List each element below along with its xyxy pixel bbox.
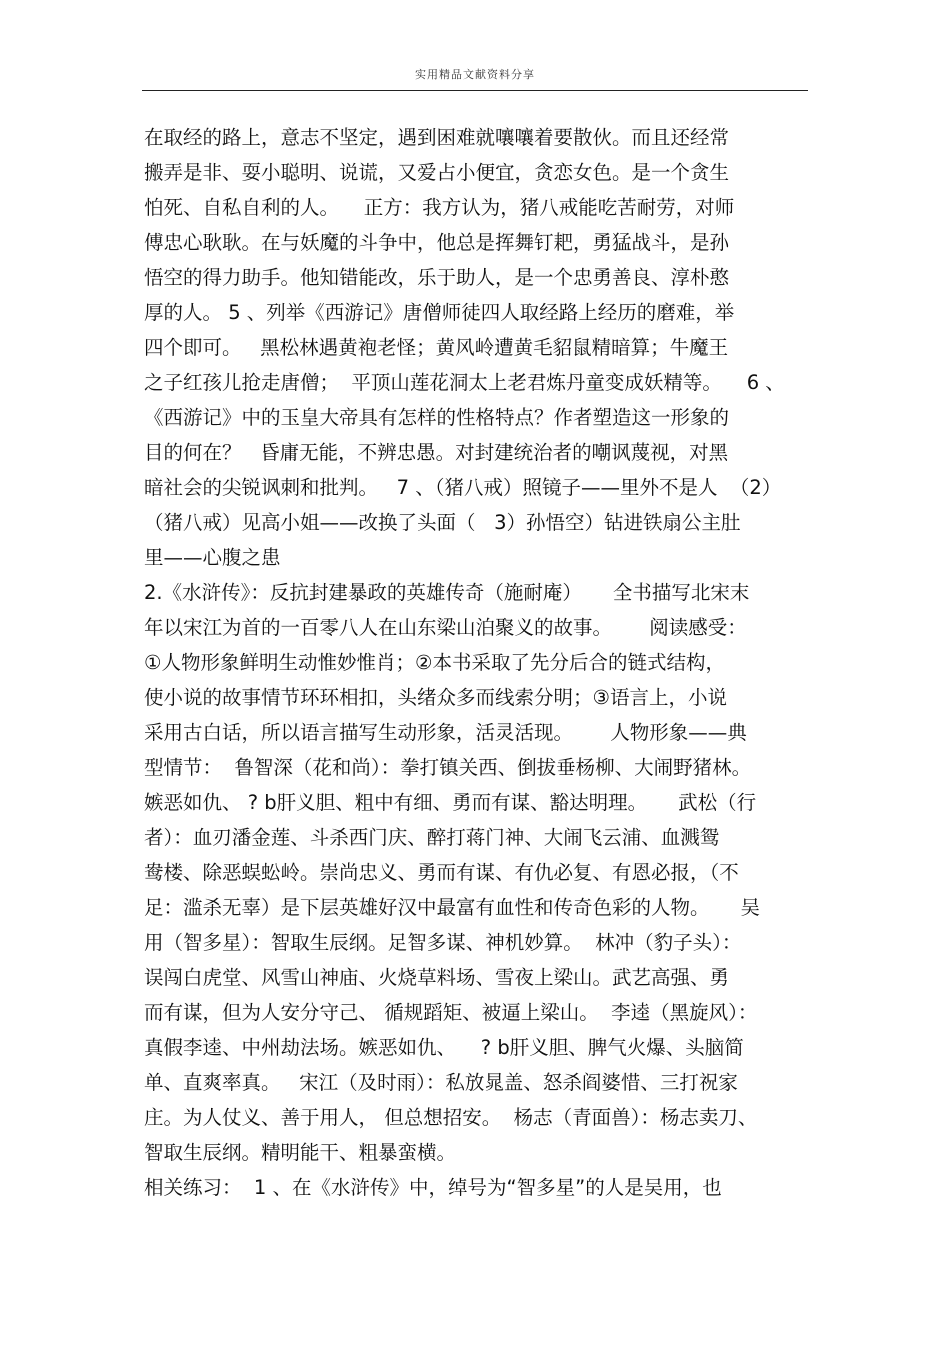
text-line: 足：滥杀无辜）是下层英雄好汉中最富有血性和传奇色彩的人物。 吴 — [144, 896, 760, 919]
text-line: 者）：血刃潘金莲、斗杀西门庆、醉打蒋门神、大闹飞云浦、血溅鸳 — [144, 826, 720, 849]
header-divider — [142, 90, 808, 91]
text-line: ①人物形象鲜明生动惟妙惟肖；②本书采取了先分后合的链式结构， — [144, 651, 725, 674]
text-line: 目的何在？ 昏庸无能，不辨忠愚。对封建统治者的嘲讽蔑视，对黑 — [144, 441, 729, 464]
text-line: 用（智多星）：智取生辰纲。足智多谋、神机妙算。 林冲（豹子头）： — [144, 931, 742, 954]
text-line: 型情节： 鲁智深（花和尚）：拳打镇关西、倒拔垂杨柳、大闹野猪林。 — [144, 756, 752, 779]
text-line: 嫉恶如仇、 ? b肝义胆、粗中有细、勇而有谋、豁达明理。 武松（行 — [144, 791, 757, 814]
text-line: 四个即可。 黑松林遇黄袍老怪；黄风岭遭黄毛貂鼠精暗算；牛魔王 — [144, 336, 729, 359]
text-line: 《西游记》中的玉皇大帝具有怎样的性格特点？作者塑造这一形象的 — [144, 406, 730, 429]
document-body — [144, 120, 814, 1205]
text-line: 单、直爽率真。 宋江（及时雨）：私放晁盖、怒杀阎婆惜、三打祝家 — [144, 1071, 738, 1094]
text-line: 庄。为人仗义、善于用人， 但总想招安。 杨志（青面兽）：杨志卖刀、 — [144, 1106, 758, 1129]
text-line: 相关练习： 1 、在《水浒传》中，绰号为“智多星”的人是吴用，也 — [144, 1176, 722, 1199]
text-line: 怕死、自私自利的人。 正方：我方认为，猪八戒能吃苦耐劳，对师 — [144, 196, 735, 219]
text-line: 真假李逵、中州劫法场。嫉恶如仇、 ? b肝义胆、脾气火爆、头脑简 — [144, 1036, 744, 1059]
text-line: 误闯白虎堂、风雪山神庙、火烧草料场、雪夜上梁山。武艺高强、勇 — [144, 966, 730, 989]
text-line: 搬弄是非、耍小聪明、说谎，又爱占小便宜，贪恋女色。是一个贪生 — [144, 161, 730, 184]
text-line: 暗社会的尖锐讽刺和批判。 7 、（猪八戒）照镜子——里外不是人 （2） — [144, 476, 782, 499]
text-line: 而有谋，但为人安分守己、 循规蹈矩、被逼上梁山。 李逵（黑旋风）： — [144, 1001, 758, 1024]
text-line: 里——心腹之患 — [144, 546, 281, 569]
text-line: 鸯楼、除恶蜈蚣岭。崇尚忠义、勇而有谋、有仇必复、有恩必报，（不 — [144, 861, 739, 884]
text-line: 悟空的得力助手。他知错能改，乐于助人，是一个忠勇善良、淳朴憨 — [144, 266, 730, 289]
text-line: （猪八戒）见高小姐——改换了头面（ 3）孙悟空）钻进铁扇公主肚 — [144, 511, 741, 534]
text-line: 智取生辰纲。精明能干、粗暴蛮横。 — [144, 1141, 457, 1164]
text-line: 年以宋江为首的一百零八人在山东梁山泊聚义的故事。 阅读感受： — [144, 616, 747, 639]
page-header: 实用精品文献资料分享 — [415, 68, 535, 81]
text-line: 采用古白话，所以语言描写生动形象，活灵活现。 人物形象——典 — [144, 721, 747, 744]
text-line: 厚的人。 5 、列举《西游记》唐僧师徒四人取经路上经历的磨难，举 — [144, 301, 735, 324]
text-line: 傅忠心耿耿。在与妖魔的斗争中，他总是挥舞钉耙，勇猛战斗，是孙 — [144, 231, 730, 254]
text-line: 之子红孩儿抢走唐僧； 平顶山莲花洞太上老君炼丹童变成妖精等。 6 、 — [144, 371, 785, 394]
text-line: 使小说的故事情节环环相扣，头绪众多而线索分明；③语言上，小说 — [144, 686, 727, 709]
text-line: 在取经的路上，意志不坚定，遇到困难就嚷嚷着要散伙。而且还经常 — [144, 126, 730, 149]
text-line: 2.《水浒传》：反抗封建暴政的英雄传奇（施耐庵） 全书描写北宋末 — [144, 581, 750, 604]
